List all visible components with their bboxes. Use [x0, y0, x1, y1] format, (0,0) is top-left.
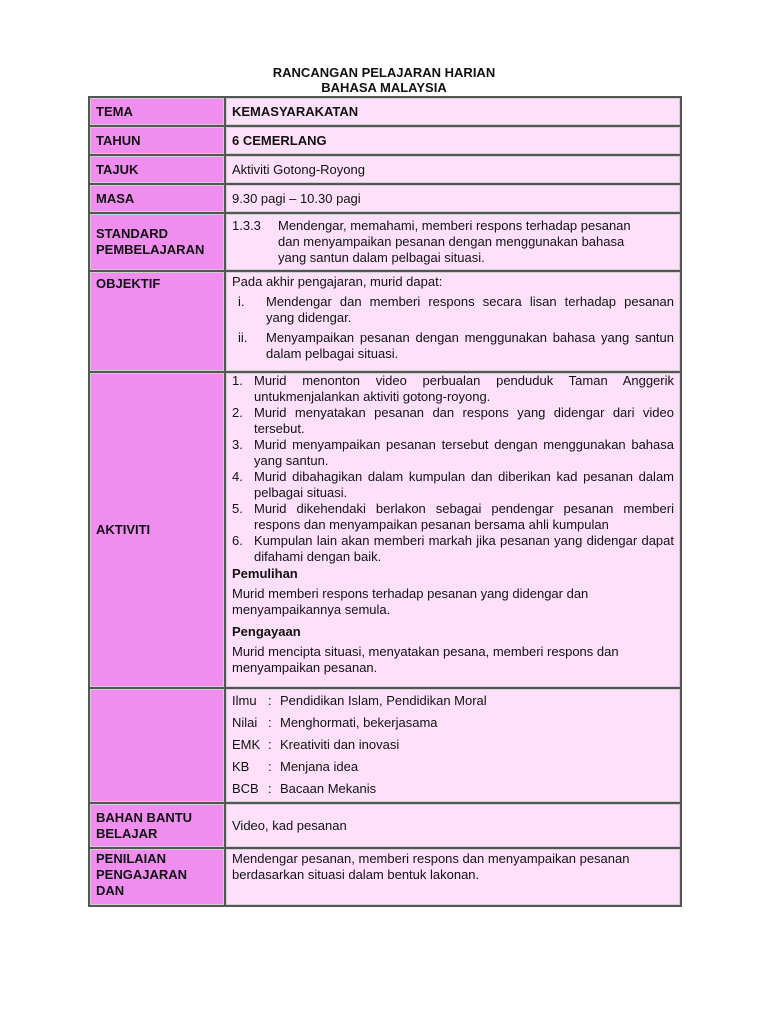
- row-objektif: [89, 271, 681, 372]
- pemulihan-text: Murid memberi respons terhadap pesanan yang didengar dan menyampaikannya semula.: [232, 586, 589, 617]
- label-bahan-line1: BAHAN BANTU: [96, 809, 193, 825]
- value-tahun: 6 CEMERLANG: [225, 126, 681, 155]
- label-bahan: [89, 803, 225, 848]
- label-standard-line1: STANDARD: [96, 226, 168, 241]
- label-tema: TEMA: [89, 97, 225, 126]
- list-item: i. Mendengar dan memberi respons secara lisan terhadap pesanan yang didengar.: [238, 294, 674, 325]
- row-masa: [89, 184, 681, 213]
- pengayaan-text: Murid mencipta situasi, menyatakan pesana, memberi respons dan menyampaikan pesanan.: [232, 644, 619, 675]
- label-nilai: [89, 688, 225, 803]
- label-tajuk: TAJUK: [89, 155, 225, 184]
- row-tahun: [89, 126, 681, 155]
- label-bahan-line2: BELAJAR: [96, 825, 158, 841]
- label-standard-line2: PEMBELAJARAN: [96, 242, 205, 257]
- list-item: 2. Murid menyatakan pesanan dan respons yang didengar dari video tersebut.: [232, 405, 674, 436]
- list-item: Nilai : Menghormati, bekerjasama: [232, 715, 438, 730]
- objektif-intro: Pada akhir pengajaran, murid dapat:: [232, 274, 443, 289]
- row-penilaian: [89, 848, 681, 906]
- row-nilai: [89, 688, 681, 803]
- value-nilai: [225, 688, 681, 803]
- label-aktiviti: AKTIVITI: [89, 372, 225, 688]
- list-item: 3. Murid menyampaikan pesanan tersebut dengan menggunakan bahasa yang santun.: [232, 437, 674, 468]
- row-tema: [89, 97, 681, 126]
- label-standard: [89, 213, 225, 271]
- standard-text-line1: Mendengar, memahami, memberi respons terhadap pesanan: [278, 218, 631, 233]
- value-aktiviti: [225, 372, 681, 688]
- label-penilaian: [89, 848, 225, 906]
- list-item: EMK : Kreativiti dan inovasi: [232, 737, 400, 752]
- value-masa: 9.30 pagi – 10.30 pagi: [225, 184, 681, 213]
- pengayaan-heading: Pengayaan: [232, 624, 301, 639]
- label-penilaian-line2: PENGAJARAN: [96, 867, 188, 882]
- standard-text-line3: yang santun dalam pelbagai situasi.: [278, 250, 485, 265]
- document-subtitle: BAHASA MALAYSIA: [321, 80, 447, 95]
- list-item: Ilmu : Pendidikan Islam, Pendidikan Moral: [232, 693, 487, 708]
- standard-code: 1.3.3: [232, 218, 261, 233]
- pemulihan-heading: Pemulihan: [232, 566, 298, 581]
- list-item: BCB : Bacaan Mekanis: [232, 781, 377, 796]
- value-objektif: [225, 271, 681, 372]
- label-masa: MASA: [89, 184, 225, 213]
- label-tahun: TAHUN: [89, 126, 225, 155]
- list-item: ii. Menyampaikan pesanan dengan menggunakan bahasa yang santun dalam pelbagai situasi.: [238, 330, 674, 361]
- list-item: 1. Murid menonton video perbualan penduduk Taman Anggerik untukmenjalankan aktiviti gotong-royong.: [232, 373, 674, 404]
- row-bahan: [89, 803, 681, 848]
- standard-text-line2: dan menyampaikan pesanan dengan menggunakan bahasa: [278, 234, 625, 249]
- objektif-list: [232, 294, 674, 362]
- row-aktiviti: [89, 372, 681, 688]
- aktiviti-list: [232, 373, 674, 565]
- label-penilaian-line1: PENILAIAN: [96, 851, 167, 866]
- list-item: 4. Murid dibahagikan dalam kumpulan dan diberikan kad pesanan dalam pelbagai situasi.: [232, 469, 674, 500]
- list-item: 6. Kumpulan lain akan memberi markah jika pesanan yang didengar dapat difahami dengan baik.: [232, 533, 674, 564]
- list-item: 5. Murid dikehendaki berlakon sebagai pendengar pesanan memberi respons dan menyampaikan pesanan bersama ahli kumpulan: [232, 501, 674, 532]
- value-bahan: Video, kad pesanan: [225, 803, 681, 848]
- value-standard: [225, 213, 681, 271]
- document-title: RANCANGAN PELAJARAN HARIAN: [272, 65, 496, 80]
- list-item: KB : Menjana idea: [232, 759, 359, 774]
- row-standard: [89, 213, 681, 271]
- label-penilaian-line3: DAN: [96, 883, 125, 898]
- label-objektif: OBJEKTIF: [89, 271, 225, 372]
- row-tajuk: [89, 155, 681, 184]
- lesson-plan-table: [88, 96, 682, 907]
- value-tajuk: Aktiviti Gotong-Royong: [225, 155, 681, 184]
- value-tema: KEMASYARAKATAN: [225, 97, 681, 126]
- value-penilaian: Mendengar pesanan, memberi respons dan menyampaikan pesanan berdasarkan situasi dalam bentuk lakonan.: [225, 848, 681, 906]
